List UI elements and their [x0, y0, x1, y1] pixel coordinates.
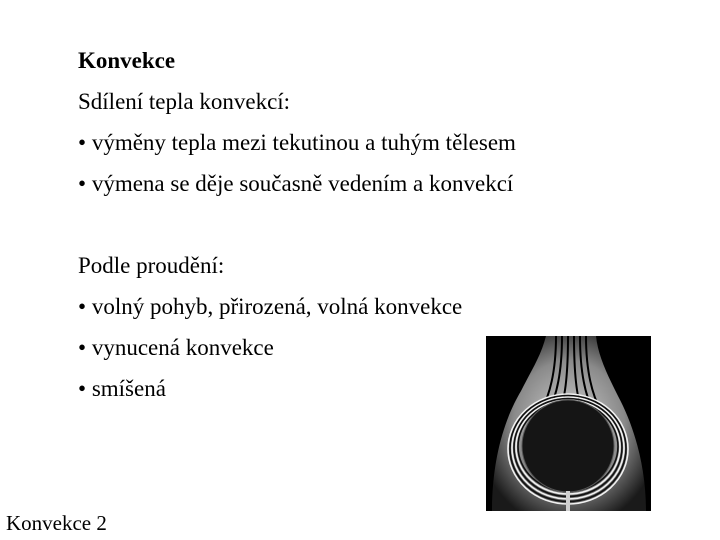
bullet-item: • vynucená konvekce — [78, 327, 516, 368]
slide-footer: Konvekce 2 — [6, 511, 107, 535]
section-gap — [78, 204, 516, 245]
section2-heading: Podle proudění: — [78, 253, 225, 278]
slide-content — [78, 40, 516, 409]
bullet-item: • volný pohyb, přirozená, volná konvekce — [78, 286, 516, 327]
bullet-item: • výmena se děje současně vedením a konvekcí — [78, 163, 516, 204]
slide-title: Konvekce — [78, 48, 176, 73]
section1-heading: Sdílení tepla konvekcí: — [78, 89, 291, 114]
convection-interferogram-image — [486, 336, 651, 511]
bullet-item: • smíšená — [78, 368, 516, 409]
bullet-item: • výměny tepla mezi tekutinou a tuhým tělesem — [78, 122, 516, 163]
